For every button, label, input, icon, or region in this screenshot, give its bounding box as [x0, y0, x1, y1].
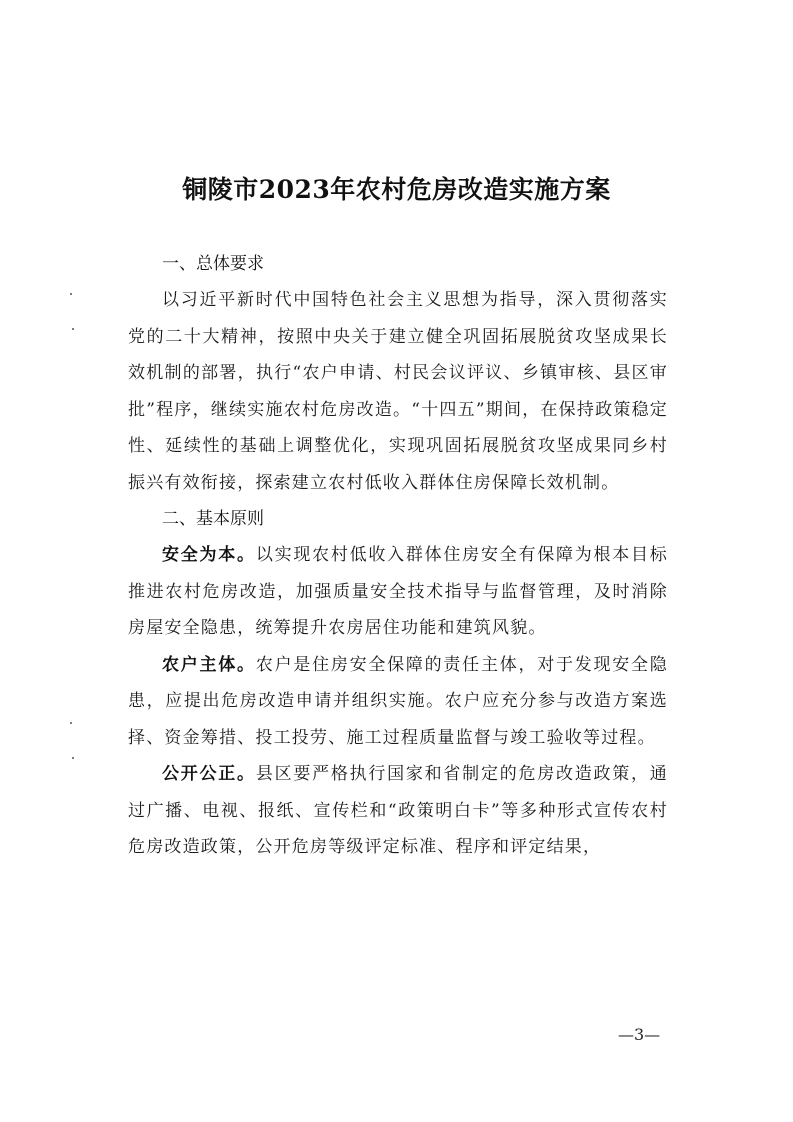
principle-safety-paragraph — [128, 537, 668, 647]
page-number: —3— — [618, 1025, 661, 1044]
general-requirements-paragraph: 以习近平新时代中国特色社会主义思想为指导，深入贯彻落实党的二十大精神，按照中央关于建立健全巩固拓展脱贫攻坚成果长效机制的部署，执行“农户申请、村民会议评议、乡镇审核、县区审批”程序，继续实施农村危房改造。“十四五”期间，在保持政策稳定性、延续性的基础上调整优化，实现巩固拓展脱贫攻坚成果同乡村振兴有效衔接，探索建立农村低收入群体住房保障长效机制。 — [128, 290, 668, 493]
section-heading-general-requirements: 一、总体要求 — [162, 254, 264, 274]
principle-safety-text: 以实现农村低收入群体住房安全有保障为根本目标推进农村危房改造，加强质量安全技术指导与监督管理，及时消除房屋安全隐患，统筹提升农房居住功能和建筑风貌。 — [128, 545, 668, 638]
document-title: 铜陵市2023年农村危房改造实施方案 — [182, 175, 611, 204]
margin-mark — [70, 293, 72, 295]
margin-mark — [70, 722, 72, 724]
principle-farmer-text: 农户是住房安全保障的责任主体，对于发现安全隐患，应提出危房改造申请并组织实施。农户应充分参与改造方案选择、资金筹措、投工投劳、施工过程质量监督与竣工验收等过程。 — [128, 654, 668, 748]
principle-farmer-lead: 农户主体。 — [162, 654, 256, 675]
principle-safety-lead: 安全为本。 — [162, 545, 256, 565]
principle-farmer-paragraph — [128, 647, 668, 757]
principle-fairness-paragraph — [128, 756, 668, 866]
document-body — [128, 246, 668, 866]
principle-fairness-text: 县区要严格执行国家和省制定的危房改造政策，通过广播、电视、报纸、宣传栏和“政策明白卡”等多种形式宣传农村危房改造政策，公开危房等级评定标准、程序和评定结果， — [128, 764, 668, 857]
section-heading-basic-principles: 二、基本原则 — [162, 509, 264, 529]
margin-mark — [72, 328, 74, 330]
principle-fairness-lead: 公开公正。 — [162, 764, 256, 784]
margin-mark — [72, 757, 74, 759]
